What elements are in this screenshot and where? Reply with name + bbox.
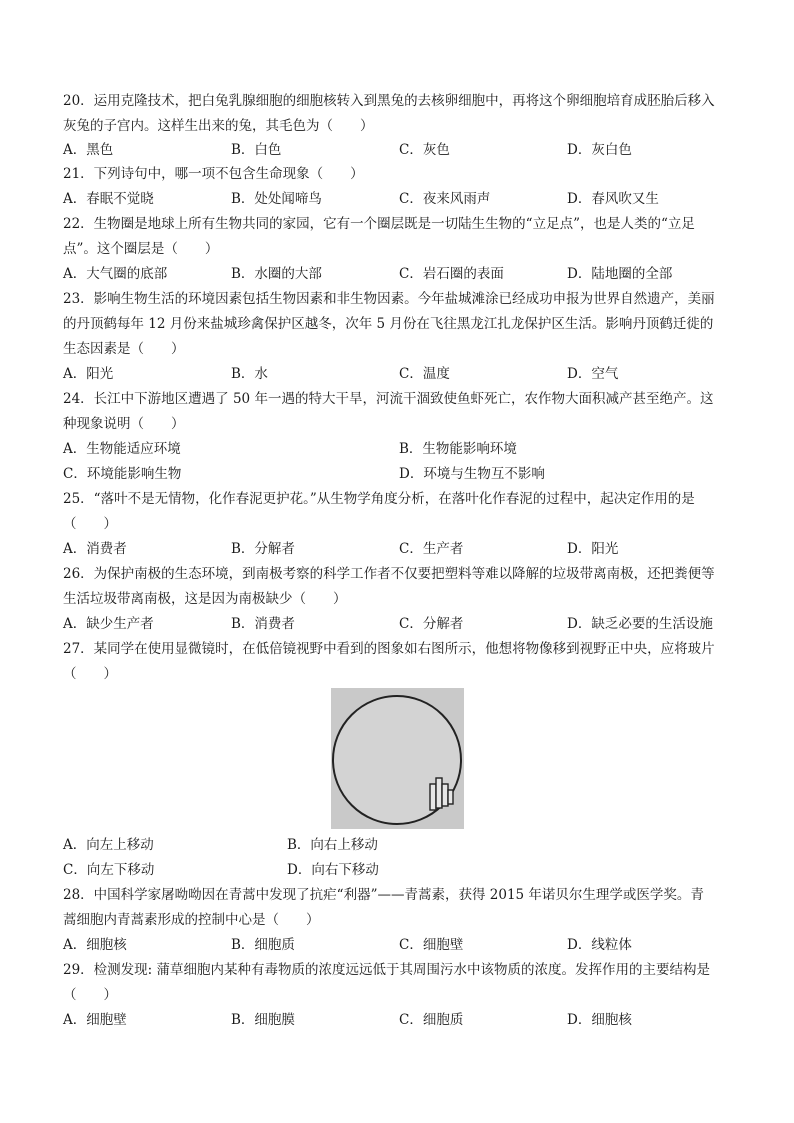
q26-stem-line1: 26．为保护南极的生态环境，到南极考察的科学工作者不仅要把塑料等难以降解的垃圾带离南极，还把粪便等: [63, 566, 715, 582]
q25-option-a: A．消费者: [63, 541, 127, 557]
q27-option-b: B．向右上移动: [287, 837, 378, 853]
q29-option-b: B．细胞膜: [231, 1012, 295, 1028]
q23-stem-line3: 生态因素是（ ）: [63, 341, 185, 357]
q21-stem-line1: 21．下列诗句中，哪一项不包含生命现象（ ）: [63, 166, 364, 182]
q29-option-d: D．细胞核: [567, 1012, 632, 1028]
q29-stem-line1: 29．检测发现: 蒲草细胞内某种有毒物质的浓度远远低于其周围污水中该物质的浓度。发挥作用的主要结构是: [63, 962, 711, 978]
q22-option-b: B．水圈的大部: [231, 266, 322, 282]
q26-option-c: C．分解者: [399, 616, 464, 632]
q20-stem-line2: 灰兔的子宫内。这样生出来的兔，其毛色为（ ）: [63, 118, 374, 134]
q28-stem-line2: 蒿细胞内青蒿素形成的控制中心是（ ）: [63, 912, 320, 928]
q20-option-a: A．黑色: [63, 142, 114, 158]
q20-option-d: D．灰白色: [567, 142, 632, 158]
q29-option-c: C．细胞质: [399, 1012, 464, 1028]
q24-option-b: B．生物能影响环境: [399, 441, 517, 457]
q21-option-b: B．处处闻啼鸟: [231, 191, 322, 207]
q28-option-d: D．线粒体: [567, 937, 632, 953]
q27-option-a: A．向左上移动: [63, 837, 154, 853]
q24-option-d: D．环境与生物互不影响: [399, 466, 545, 482]
q26-option-a: A．缺少生产者: [63, 616, 154, 632]
q23-option-d: D．空气: [567, 366, 619, 382]
q26-option-b: B．消费者: [231, 616, 295, 632]
q21-option-a: A．春眠不觉晓: [63, 191, 154, 207]
q25-option-d: D．阳光: [567, 541, 619, 557]
q26-stem-line2: 生活垃圾带离南极，这是因为南极缺少（ ）: [63, 591, 347, 607]
q23-option-c: C．温度: [399, 366, 450, 382]
q28-option-b: B．细胞质: [231, 937, 295, 953]
q23-stem-line1: 23．影响生物生活的环境因素包括生物因素和非生物因素。今年盐城滩涂已经成功申报为世界自然遗产，美丽: [63, 291, 715, 307]
q29-stem-line2: （ ）: [63, 987, 117, 1003]
q25-option-b: B．分解者: [231, 541, 295, 557]
q25-option-c: C．生产者: [399, 541, 464, 557]
q24-stem-line2: 种现象说明（ ）: [63, 416, 185, 432]
q24-option-a: A．生物能适应环境: [63, 441, 181, 457]
q22-stem-line2: 点”。这个圈层是（ ）: [63, 241, 219, 257]
q22-stem-line1: 22．生物圈是地球上所有生物共同的家园，它有一个圈层既是一切陆生生物的“立足点”，也是人类的“立足: [63, 216, 695, 232]
microscope-field-figure: [331, 688, 464, 829]
q27-option-c: C．向左下移动: [63, 862, 155, 878]
q23-stem-line2: 的丹顶鹤每年 12 月份来盐城珍禽保护区越冬，次年 5 月份在飞往黑龙江扎龙保护区生活。影响丹顶鹤迁徙的: [63, 316, 714, 332]
q28-option-c: C．细胞壁: [399, 937, 464, 953]
q28-option-a: A．细胞核: [63, 937, 127, 953]
q23-option-b: B．水: [231, 366, 268, 382]
q23-option-a: A．阳光: [63, 366, 114, 382]
q22-option-c: C．岩石圈的表面: [399, 266, 504, 282]
q27-option-d: D．向右下移动: [287, 862, 379, 878]
q20-option-c: C．灰色: [399, 142, 450, 158]
q26-option-d: D．缺乏必要的生活设施: [567, 616, 713, 632]
q20-option-b: B．白色: [231, 142, 282, 158]
q25-stem-line2: （ ）: [63, 516, 117, 532]
q21-option-c: C．夜来风雨声: [399, 191, 491, 207]
q22-option-d: D．陆地圈的全部: [567, 266, 673, 282]
q24-stem-line1: 24．长江中下游地区遭遇了 50 年一遇的特大干旱，河流干涸致使鱼虾死亡，农作物大面积减产甚至绝产。这: [63, 391, 714, 407]
q21-option-d: D．春风吹又生: [567, 191, 659, 207]
q20-stem-line1: 20．运用克隆技术，把白兔乳腺细胞的细胞核转入到黑兔的去核卵细胞中，再将这个卵细胞培育成胚胎后移入: [63, 93, 715, 109]
microscope-field-of-view-icon: [331, 688, 464, 829]
q28-stem-line1: 28．中国科学家屠呦呦因在青蒿中发现了抗疟“利器”——青蒿素，获得 2015 年诺贝尔生理学或医学奖。青: [63, 887, 704, 903]
q24-option-c: C．环境能影响生物: [63, 466, 182, 482]
q25-stem-line1: 25．“落叶不是无情物，化作春泥更护花。”从生物学角度分析，在落叶化作春泥的过程中，起决定作用的是: [63, 491, 695, 507]
q27-stem-line1: 27．某同学在使用显微镜时，在低倍镜视野中看到的图象如右图所示，他想将物像移到视野正中央，应将玻片: [63, 641, 715, 657]
q22-option-a: A．大气圈的底部: [63, 266, 168, 282]
q29-option-a: A．细胞壁: [63, 1012, 127, 1028]
q27-stem-line2: （ ）: [63, 666, 117, 682]
